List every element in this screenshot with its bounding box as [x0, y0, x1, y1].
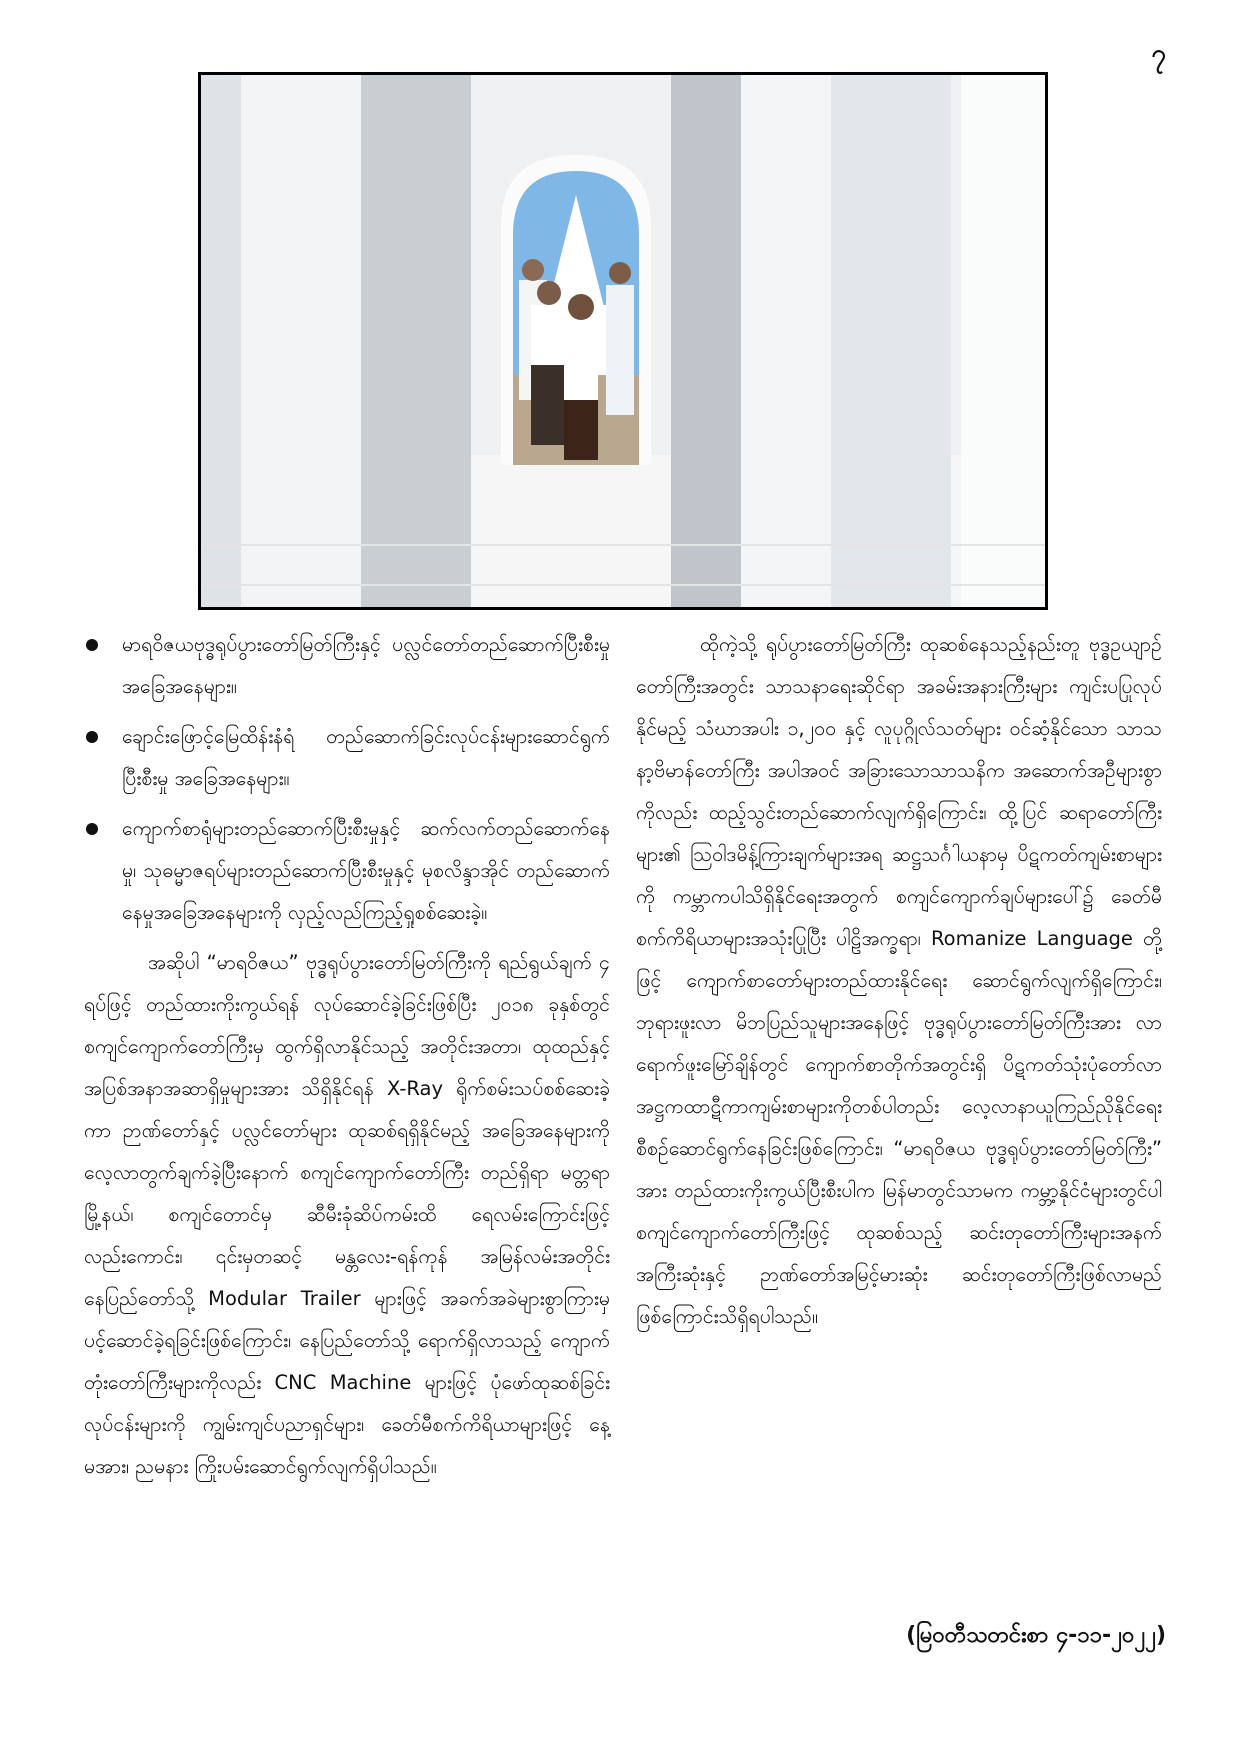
right-paragraph: ထိုကဲ့သို့ ရုပ်ပွားတော်မြတ်ကြီး ထုဆစ်နေသည့်နည်းတူ ဗုဒ္ဓဥယျာဉ်တော်ကြီးအတွင်း သာသနာရေးဆိုင်ရာ အခမ်းအနားကြီးများ ကျင်းပပြုလုပ်နိုင်မည့် သံဃာအပါး ၁,၂၀၀ နှင့် လူပုဂ္ဂိုလ်သတ်များ ဝင်ဆံ့နိုင်သော သာသနာ့ဗိမာန်တော်ကြီး အပါအဝင် အခြားသောသာသနိက အဆောက်အဦများစွာကိုလည်း ထည့်သွင်းတည်ဆောက်လျက်ရှိကြောင်း၊ ထို့ပြင် ဆရာတော်ကြီးများ၏ ဩဝါဒမိန့်ကြားချက်များအရ ဆဋ္ဌသင်္ဂါယနာမှ ပိဋကတ်ကျမ်းစာများကို ကမ္ဘာကပါသိရှိနိုင်ရေးအတွက် စကျင်ကျောက်ချပ်များပေါ်၌ ခေတ်မီစက်ကိရိယာများအသုံးပြုပြီး ပါဠိအက္ခရာ၊ Romanize Language တို့ဖြင့် ကျောက်စာတော်များတည်ထားနိုင်ရေး ဆောင်ရွက်လျက်ရှိကြောင်း၊ ဘုရားဖူးလာ မိဘပြည်သူများအနေဖြင့် ဗုဒ္ဓရုပ်ပွားတော်မြတ်ကြီးအား လာရောက်ဖူးမြော်ချိန်တွင် ကျောက်စာတိုက်အတွင်းရှိ ပိဋကတ်သုံးပုံတော်လာ အဋ္ဌကထာဋီကာကျမ်းစာများကိုတစ်ပါတည်း လေ့လာနာယူကြည်ညိုနိုင်ရေး စီစဉ်ဆောင်ရွက်နေခြင်းဖြစ်ကြောင်း၊ “မာရဝိဇယ ဗုဒ္ဓရုပ်ပွားတော်မြတ်ကြီး” အား တည်ထားကိုးကွယ်ပြီးစီးပါက မြန်မာတွင်သာမက ကမ္ဘာ့နိုင်ငံများတွင်ပါ စကျင်ကျောက်တော်ကြီးဖြင့် ထုဆစ်သည့် ဆင်းတုတော်ကြီးများအနက် အကြီးဆုံးနှင့် ဉာဏ်တော်အမြင့်မားဆုံး ဆင်းတုတော်ကြီးဖြစ်လာမည်ဖြစ်ကြောင်းသိရှိရပါသည်။	[636, 633, 1162, 1328]
left-paragraph: အဆိုပါ “မာရဝိဇယ” ဗုဒ္ဓရုပ်ပွားတော်မြတ်ကြီးကို ရည်ရွယ်ချက် ၄ ရပ်ဖြင့် တည်ထားကိုးကွယ်ရန် လုပ်ဆောင်ခဲ့ခြင်းဖြစ်ပြီး ၂၀၁၈ ခုနှစ်တွင် စကျင်ကျောက်တော်ကြီးမှ ထွက်ရှိလာနိုင်သည့် အတိုင်းအတာ၊ ထုထည်နှင့် အပြစ်အနာအဆာရှိမှုများအား သိရှိနိုင်ရန် X-Ray ရိုက်စမ်းသပ်စစ်ဆေးခဲ့ကာ ဉာဏ်တော်နှင့် ပလ္လင်တော်များ ထုဆစ်ရရှိနိုင်မည့် အခြေအနေများကို လေ့လာတွက်ချက်ခဲ့ပြီးနောက် စကျင်ကျောက်တော်ကြီး တည်ရှိရာ မတ္တရာမြို့နယ်၊ စကျင်တောင်မှ ဆီမီးခုံဆိပ်ကမ်းထိ ရေလမ်းကြောင်းဖြင့် လည်းကောင်း၊ ၎င်းမှတဆင့် မန္တလေး-ရန်ကုန် အမြန်လမ်းအတိုင်း နေပြည်တော်သို့ Modular Trailer များဖြင့် အခက်အခဲများစွာကြားမှ ပင့်ဆောင်ခဲ့ရခြင်းဖြစ်ကြောင်း၊ နေပြည်တော်သို့ ရောက်ရှိလာသည့် ကျောက်တုံးတော်ကြီးများကိုလည်း CNC Machine များဖြင့် ပုံဖော်ထုဆစ်ခြင်းလုပ်ငန်းများကို ကျွမ်းကျင်ပညာရှင်များ၊ ခေတ်မီစက်ကိရိယာများဖြင့် နေ့မအား၊ ညမနား ကြိုးပမ်းဆောင်ရွက်လျက်ရှိပါသည်။	[84, 951, 610, 1478]
bullet-item	[84, 808, 610, 934]
bullet-text: မာရဝိဇယဗုဒ္ဓရုပ်ပွားတော်မြတ်ကြီးနှင့် ပလ္လင်တော်တည်ဆောက်ပြီးစီးမှု အခြေအနေများ။	[122, 633, 610, 698]
pagoda-corridor-image	[201, 75, 1045, 607]
bullet-dot-icon	[86, 731, 98, 743]
bullet-text: ကျောက်စာရုံများတည်ဆောက်ပြီးစီးမှုနှင့် ဆက်လက်တည်ဆောက်နေမှု၊ သုဓမ္မာဇရပ်များတည်ဆောက်ပြီးစီးမှုနှင့် မုစလိန္ဒာအိုင် တည်ဆောက်နေမှုအခြေအနေများကို လှည့်လည်ကြည့်ရှုစစ်ဆေးခဲ့။	[122, 817, 610, 924]
bullet-text: ချောင်းဖြောင့်မြေထိန်းနံရံ တည်ဆောက်ခြင်းလုပ်ငန်းများဆောင်ရွက်ပြီးစီးမှု အခြေအနေများ။	[122, 725, 610, 790]
source-citation: (မြဝတီသတင်းစာ ၄-၁၁-၂၀၂၂)	[906, 1623, 1166, 1648]
bullet-item	[84, 624, 610, 708]
article-left-column	[84, 624, 610, 1488]
bullet-item	[84, 716, 610, 800]
bullet-dot-icon	[86, 823, 98, 835]
bullet-dot-icon	[86, 639, 98, 651]
page-number: ၇	[1151, 39, 1166, 69]
bullet-list	[84, 624, 610, 934]
article-photo	[198, 72, 1048, 610]
article-right-column	[636, 624, 1162, 1338]
